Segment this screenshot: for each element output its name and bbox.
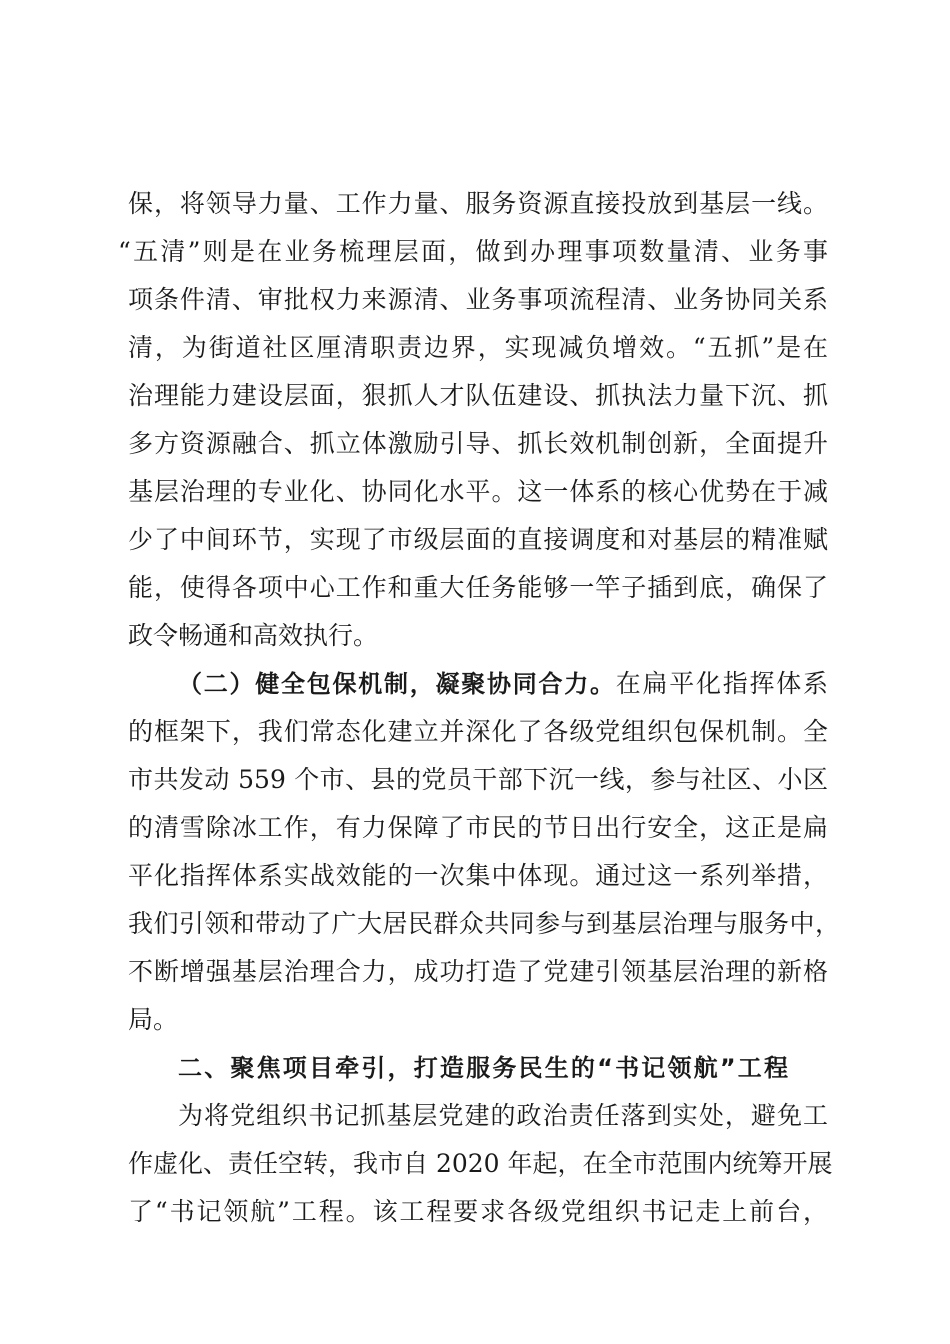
paragraph-line: 少了中间环节，实现了市级层面的直接调度和对基层的精准赋 [128,525,828,554]
paragraph-line: 市共发动 559 个市、县的党员干部下沉一线，参与社区、小区 [128,765,828,794]
paragraph-text: 在扁平化指挥体系 [615,669,828,698]
section-heading: 二、聚焦项目牵引，打造服务民生的“书记领航”工程 [178,1054,788,1082]
paragraph-line: 项条件清、审批权力来源清、业务事项流程清、业务协同关系 [128,285,828,314]
paragraph-line: 局。 [128,1005,179,1034]
paragraph-line: 基层治理的专业化、协同化水平。这一体系的核心优势在于减 [128,477,828,506]
paragraph-line: 清，为街道社区厘清职责边界，实现减负增效。“五抓”是在 [128,333,828,362]
paragraph-line: 平化指挥体系实战效能的一次集中体现。通过这一系列举措， [128,861,828,890]
paragraph-line: 保，将领导力量、工作力量、服务资源直接投放到基层一线。 [128,189,828,218]
paragraph-line: 能，使得各项中心工作和重大任务能够一竿子插到底，确保了 [128,573,828,602]
paragraph-line: 政令畅通和高效执行。 [128,621,379,650]
paragraph-line: 治理能力建设层面，狠抓人才队伍建设、抓执法力量下沉、抓 [128,381,828,410]
paragraph-line: 的框架下，我们常态化建立并深化了各级党组织包保机制。全 [128,717,828,746]
paragraph-line: 为将党组织书记抓基层党建的政治责任落到实处，避免工 [178,1101,828,1130]
subsection-heading: （二）健全包保机制，凝聚协同合力。 [178,670,616,698]
paragraph-line: 多方资源融合、抓立体激励引导、抓长效机制创新，全面提升 [128,429,828,458]
paragraph-line: 的清雪除冰工作，有力保障了市民的节日出行安全，这正是扁 [128,813,828,842]
paragraph-line: 了“书记领航”工程。该工程要求各级党组织书记走上前台， [128,1197,828,1226]
paragraph-first-line [178,664,828,704]
paragraph-line: 我们引领和带动了广大居民群众共同参与到基层治理与服务中， [128,909,840,938]
paragraph-line: 不断增强基层治理合力，成功打造了党建引领基层治理的新格 [128,957,828,986]
paragraph-line: 作虚化、责任空转，我市自 2020 年起，在全市范围内统筹开展 [128,1149,833,1178]
paragraph-line: “五清”则是在业务梳理层面，做到办理事项数量清、业务事 [118,237,828,266]
